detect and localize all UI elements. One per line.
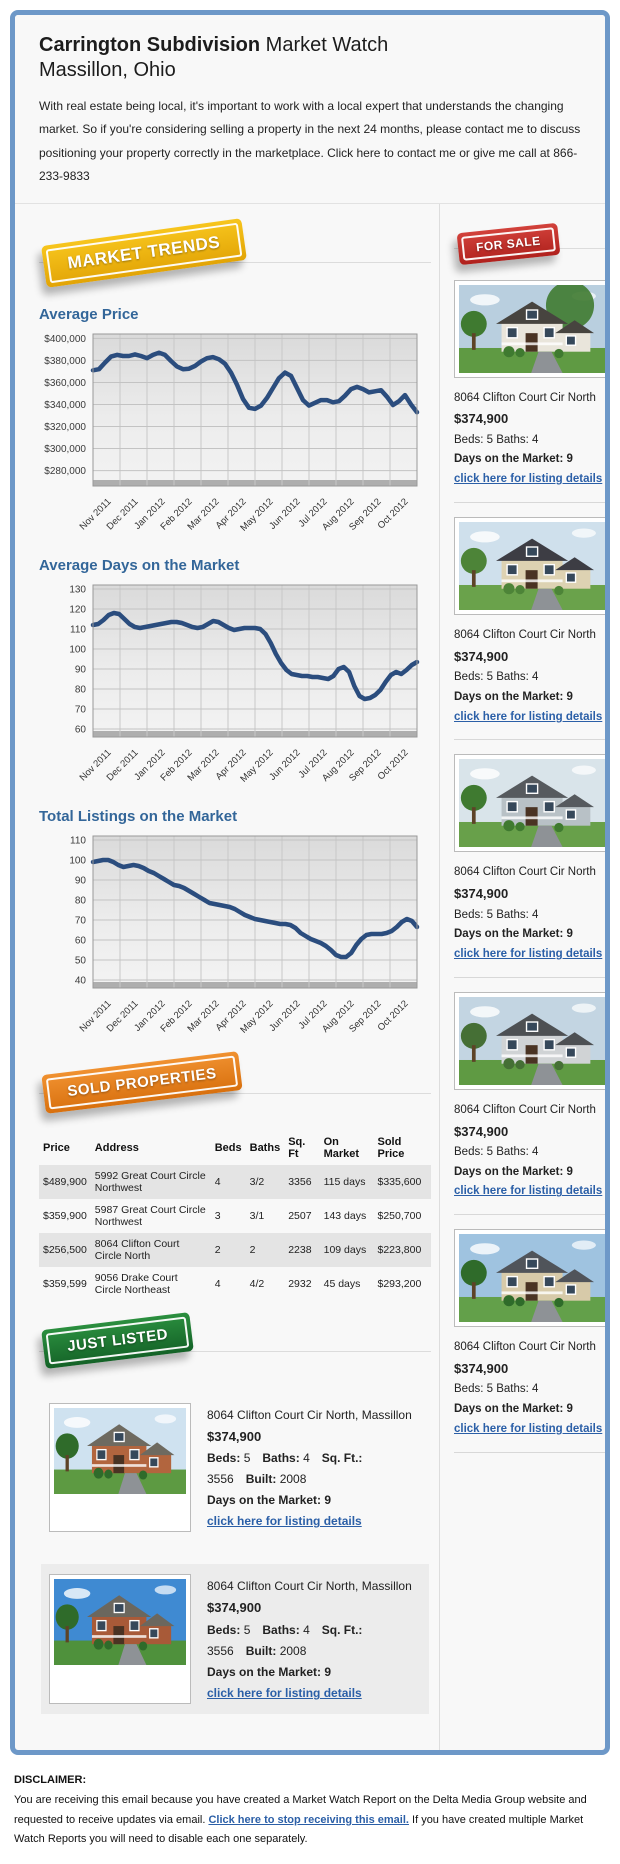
disclaimer-text-after: If you have created multiple Market Watch Reports you will need to disable each one separately. xyxy=(14,1813,584,1846)
disclaimer-label: DISCLAIMER: xyxy=(14,1774,87,1787)
market-trends-badge-label: MARKET TRENDS xyxy=(46,222,243,283)
listing-days-on-market: Days on the Market: 9 xyxy=(454,690,573,703)
cell-sold-price: $250,700 xyxy=(377,1209,422,1222)
listing-price: $374,900 xyxy=(454,648,509,664)
listing-days-on-market: Days on the Market: 9 xyxy=(454,928,573,941)
for-sale-badge xyxy=(457,222,560,264)
listing-details-link[interactable]: click here for listing details xyxy=(207,1686,362,1701)
cell-beds: 2 xyxy=(214,1243,221,1256)
divider xyxy=(454,739,610,740)
cell-on-market: 143 days xyxy=(323,1209,367,1222)
svg-text:May 2012: May 2012 xyxy=(238,495,276,534)
svg-text:Dec 2011: Dec 2011 xyxy=(104,997,141,1034)
just-listed-item xyxy=(41,1564,429,1714)
just-listed-badge-label: JUST LISTED xyxy=(46,1316,190,1364)
svg-text:$300,000: $300,000 xyxy=(44,443,86,455)
table-row xyxy=(39,1233,431,1267)
cell-baths: 3/1 xyxy=(249,1209,265,1222)
svg-text:Sep 2012: Sep 2012 xyxy=(347,495,384,533)
svg-text:110: 110 xyxy=(70,835,86,847)
svg-text:Oct 2012: Oct 2012 xyxy=(375,746,411,782)
cell-baths: 2 xyxy=(249,1243,256,1256)
report-name: Carrington Subdivision xyxy=(39,34,261,56)
main-column xyxy=(15,204,439,1751)
svg-text:50: 50 xyxy=(74,955,86,967)
cell-beds: 4 xyxy=(214,1175,221,1188)
listing-beds-baths: Beds: 5 Baths: 4 xyxy=(454,1383,539,1396)
svg-text:80: 80 xyxy=(74,895,86,907)
svg-text:Apr 2012: Apr 2012 xyxy=(213,495,249,531)
page-title xyxy=(39,33,581,58)
listing-address: 8064 Clifton Court Cir North, Massillon xyxy=(207,1407,412,1422)
sold-properties-badge-label: SOLD PROPERTIES xyxy=(46,1055,238,1109)
cell-baths: 3/2 xyxy=(249,1175,265,1188)
average-price-chart xyxy=(39,329,431,541)
listing-beds-baths: Beds: 5 Baths: 4 xyxy=(454,908,539,921)
cell-price: $489,900 xyxy=(43,1175,87,1188)
svg-text:Jan 2012: Jan 2012 xyxy=(132,997,168,1034)
svg-text:Nov 2011: Nov 2011 xyxy=(77,997,114,1034)
sold-properties-badge xyxy=(41,1051,242,1114)
sold-properties-table xyxy=(39,1131,431,1301)
listing-address: 8064 Clifton Court Cir North xyxy=(454,391,596,404)
listing-details-link[interactable]: click here for listing details xyxy=(454,1185,603,1198)
listing-price: $374,900 xyxy=(454,886,509,902)
cell-price: $256,500 xyxy=(43,1243,87,1256)
listing-photo[interactable] xyxy=(49,1574,191,1704)
svg-text:Aug 2012: Aug 2012 xyxy=(320,997,357,1035)
svg-text:80: 80 xyxy=(74,684,86,696)
svg-text:Jun 2012: Jun 2012 xyxy=(267,495,303,532)
beds-value: 5 xyxy=(243,1623,251,1638)
for-sale-listing xyxy=(454,517,610,740)
svg-text:100: 100 xyxy=(69,855,86,867)
svg-text:$380,000: $380,000 xyxy=(44,355,86,367)
svg-text:Jun 2012: Jun 2012 xyxy=(267,746,303,783)
for-sale-listing xyxy=(454,280,610,503)
col-price: Price xyxy=(43,1141,70,1154)
cell-sold-price: $223,800 xyxy=(377,1243,422,1256)
cell-on-market: 45 days xyxy=(323,1277,361,1290)
listing-photo[interactable] xyxy=(454,517,610,615)
svg-text:Aug 2012: Aug 2012 xyxy=(320,746,357,784)
listing-photo[interactable] xyxy=(454,754,610,852)
cell-price: $359,900 xyxy=(43,1209,87,1222)
cell-price: $359,599 xyxy=(43,1277,87,1290)
email-container xyxy=(10,10,610,1755)
table-header-row xyxy=(39,1131,431,1165)
total-listings-title: Total Listings on the Market xyxy=(39,807,238,825)
market-trends-badge xyxy=(41,218,247,288)
listing-days-on-market: Days on the Market: 9 xyxy=(207,1665,332,1680)
sqft-label: Sq. Ft.: xyxy=(321,1451,363,1466)
sqft-label: Sq. Ft.: xyxy=(321,1623,363,1638)
for-sale-badge-label: FOR SALE xyxy=(461,227,556,261)
svg-text:Jun 2012: Jun 2012 xyxy=(267,997,303,1034)
svg-text:Oct 2012: Oct 2012 xyxy=(375,495,411,531)
cell-sold-price: $335,600 xyxy=(377,1175,422,1188)
svg-text:Feb 2012: Feb 2012 xyxy=(158,997,195,1035)
svg-text:$320,000: $320,000 xyxy=(44,421,86,433)
total-listings-chart xyxy=(39,831,431,1043)
report-suffix: Market Watch xyxy=(260,34,389,56)
beds-value: 5 xyxy=(243,1451,251,1466)
svg-text:100: 100 xyxy=(69,644,86,656)
built-value: 2008 xyxy=(279,1472,307,1487)
svg-text:Aug 2012: Aug 2012 xyxy=(320,495,357,533)
listing-address: 8064 Clifton Court Cir North xyxy=(454,866,596,879)
listing-beds-baths: Beds: 5 Baths: 4 xyxy=(454,671,539,684)
listing-days-on-market: Days on the Market: 9 xyxy=(454,453,573,466)
svg-text:$340,000: $340,000 xyxy=(44,399,86,411)
baths-value: 4 xyxy=(303,1623,310,1638)
divider xyxy=(454,502,610,503)
svg-text:Jan 2012: Jan 2012 xyxy=(132,746,168,783)
cell-on-market: 109 days xyxy=(323,1243,367,1256)
svg-text:Nov 2011: Nov 2011 xyxy=(77,746,114,783)
cell-address: 5992 Great Court Circle Northwest xyxy=(94,1169,206,1194)
listing-price: $374,900 xyxy=(454,1123,509,1139)
listing-address: 8064 Clifton Court Cir North xyxy=(454,1103,596,1116)
cell-sqft: 2507 xyxy=(288,1209,312,1222)
baths-label: Baths: xyxy=(262,1451,300,1466)
sqft-value: 3556 xyxy=(207,1472,234,1487)
col-address: Address xyxy=(94,1141,139,1154)
svg-text:Jul 2012: Jul 2012 xyxy=(296,495,330,530)
svg-text:70: 70 xyxy=(74,704,86,716)
listing-address: 8064 Clifton Court Cir North, Massillon xyxy=(207,1579,412,1594)
svg-text:May 2012: May 2012 xyxy=(238,997,276,1036)
header xyxy=(15,15,605,204)
disclaimer xyxy=(14,1771,606,1864)
listing-address: 8064 Clifton Court Cir North xyxy=(454,1341,596,1354)
cell-sqft: 3356 xyxy=(288,1175,312,1188)
svg-text:Jul 2012: Jul 2012 xyxy=(296,997,330,1032)
svg-text:May 2012: May 2012 xyxy=(238,746,276,785)
svg-text:$280,000: $280,000 xyxy=(44,465,86,477)
svg-text:110: 110 xyxy=(70,624,86,636)
cell-sold-price: $293,200 xyxy=(377,1277,422,1290)
svg-text:Mar 2012: Mar 2012 xyxy=(185,997,222,1035)
col-on-market: On Market xyxy=(323,1135,360,1160)
just-listed-item xyxy=(41,1393,429,1543)
average-days-chart xyxy=(39,580,431,792)
col-baths: Baths xyxy=(249,1141,281,1154)
svg-text:Mar 2012: Mar 2012 xyxy=(185,746,222,784)
listing-beds-baths: Beds: 5 Baths: 4 xyxy=(454,1145,539,1158)
listing-address: 8064 Clifton Court Cir North xyxy=(454,628,596,641)
beds-label: Beds: xyxy=(207,1451,241,1466)
svg-text:90: 90 xyxy=(74,664,86,676)
svg-text:40: 40 xyxy=(74,975,86,987)
for-sale-listing xyxy=(454,754,610,977)
listing-details-link[interactable]: click here for listing details xyxy=(454,473,603,486)
divider xyxy=(454,1214,610,1215)
listing-beds-baths: Beds: 5 Baths: 4 xyxy=(454,433,539,446)
baths-value: 4 xyxy=(303,1451,310,1466)
cell-on-market: 115 days xyxy=(323,1175,366,1188)
for-sale-sidebar xyxy=(439,204,610,1751)
listing-details-link[interactable]: click here for listing details xyxy=(454,1422,603,1435)
svg-text:70: 70 xyxy=(74,915,86,927)
col-sqft: Sq. Ft xyxy=(288,1135,306,1160)
intro-text: With real estate being local, it's important to work with a local expert that understands the changing market. So if you're considering selling a property in the next 24 months, please contact me to discuss positioning your property correctly in the marketplace. Click here to contact me or give me call at 866-233-9833 xyxy=(39,99,581,184)
listing-photo[interactable] xyxy=(454,1229,610,1327)
table-row xyxy=(39,1165,431,1199)
cell-baths: 4/2 xyxy=(249,1277,265,1290)
baths-label: Baths: xyxy=(262,1623,300,1638)
table-row xyxy=(39,1199,431,1233)
listing-price: $374,900 xyxy=(454,1361,509,1377)
listing-price: $374,900 xyxy=(207,1428,262,1444)
cell-address: 9056 Drake Court Circle Northeast xyxy=(94,1271,178,1296)
cell-beds: 3 xyxy=(214,1209,221,1222)
unsubscribe-link[interactable]: Click here to stop receiving this email. xyxy=(208,1813,409,1826)
cell-sqft: 2932 xyxy=(288,1277,312,1290)
svg-text:Jul 2012: Jul 2012 xyxy=(296,746,330,781)
svg-text:$400,000: $400,000 xyxy=(44,333,86,345)
svg-text:130: 130 xyxy=(69,584,86,596)
listing-details-link[interactable]: click here for listing details xyxy=(207,1514,362,1529)
svg-text:Dec 2011: Dec 2011 xyxy=(104,746,141,783)
average-price-title: Average Price xyxy=(39,305,139,323)
svg-text:Feb 2012: Feb 2012 xyxy=(158,495,195,533)
sold-properties-section-header xyxy=(39,1059,431,1121)
col-sold-price: Sold Price xyxy=(377,1135,405,1160)
listing-days-on-market: Days on the Market: 9 xyxy=(454,1165,573,1178)
listing-price: $374,900 xyxy=(207,1600,262,1616)
divider xyxy=(454,977,610,978)
svg-text:Nov 2011: Nov 2011 xyxy=(77,495,114,532)
svg-text:Mar 2012: Mar 2012 xyxy=(185,495,222,533)
listing-specs xyxy=(207,1620,421,1662)
svg-text:Apr 2012: Apr 2012 xyxy=(213,746,249,782)
market-trends-section-header xyxy=(39,228,431,290)
col-beds: Beds xyxy=(214,1141,242,1154)
average-days-title: Average Days on the Market xyxy=(39,556,240,574)
for-sale-listing xyxy=(454,992,610,1215)
for-sale-listing xyxy=(454,1229,610,1452)
just-listed-badge xyxy=(41,1312,194,1369)
svg-text:Dec 2011: Dec 2011 xyxy=(104,495,141,532)
svg-text:$360,000: $360,000 xyxy=(44,377,86,389)
cell-beds: 4 xyxy=(214,1277,221,1290)
svg-text:Apr 2012: Apr 2012 xyxy=(213,997,249,1033)
listing-details-link[interactable]: click here for listing details xyxy=(454,710,603,723)
listing-details-link[interactable]: click here for listing details xyxy=(454,948,603,961)
listing-days-on-market: Days on the Market: 9 xyxy=(207,1493,332,1508)
svg-text:Sep 2012: Sep 2012 xyxy=(347,746,384,784)
svg-text:120: 120 xyxy=(69,604,86,616)
svg-text:Sep 2012: Sep 2012 xyxy=(347,997,384,1035)
table-row xyxy=(39,1267,431,1301)
svg-text:Jan 2012: Jan 2012 xyxy=(132,495,168,532)
cell-address: 5987 Great Court Circle Northwest xyxy=(94,1203,206,1228)
listing-price: $374,900 xyxy=(454,411,509,427)
svg-text:Oct 2012: Oct 2012 xyxy=(375,997,411,1033)
disclaimer-text-before: You are receiving this email because you have created a Market Watch Report on the Delta Media Group website and requested to receive updates via email. xyxy=(14,1793,587,1826)
listing-photo[interactable] xyxy=(454,280,610,378)
listing-days-on-market: Days on the Market: 9 xyxy=(454,1403,573,1416)
just-listed-section-header xyxy=(39,1317,431,1379)
svg-text:60: 60 xyxy=(74,935,86,947)
built-value: 2008 xyxy=(279,1644,307,1659)
built-label: Built: xyxy=(245,1644,277,1659)
listing-specs xyxy=(207,1448,421,1490)
beds-label: Beds: xyxy=(207,1623,241,1638)
listing-photo[interactable] xyxy=(49,1403,191,1533)
svg-text:Feb 2012: Feb 2012 xyxy=(158,746,195,784)
built-label: Built: xyxy=(245,1472,277,1487)
listing-photo[interactable] xyxy=(454,992,610,1090)
for-sale-section-header xyxy=(454,222,610,270)
svg-text:90: 90 xyxy=(74,875,86,887)
report-location: Massillon, Ohio xyxy=(39,59,176,81)
sqft-value: 3556 xyxy=(207,1644,234,1659)
divider xyxy=(454,1452,610,1453)
cell-address: 8064 Clifton Court Circle North xyxy=(94,1237,180,1262)
svg-text:60: 60 xyxy=(74,724,86,736)
cell-sqft: 2238 xyxy=(288,1243,312,1256)
